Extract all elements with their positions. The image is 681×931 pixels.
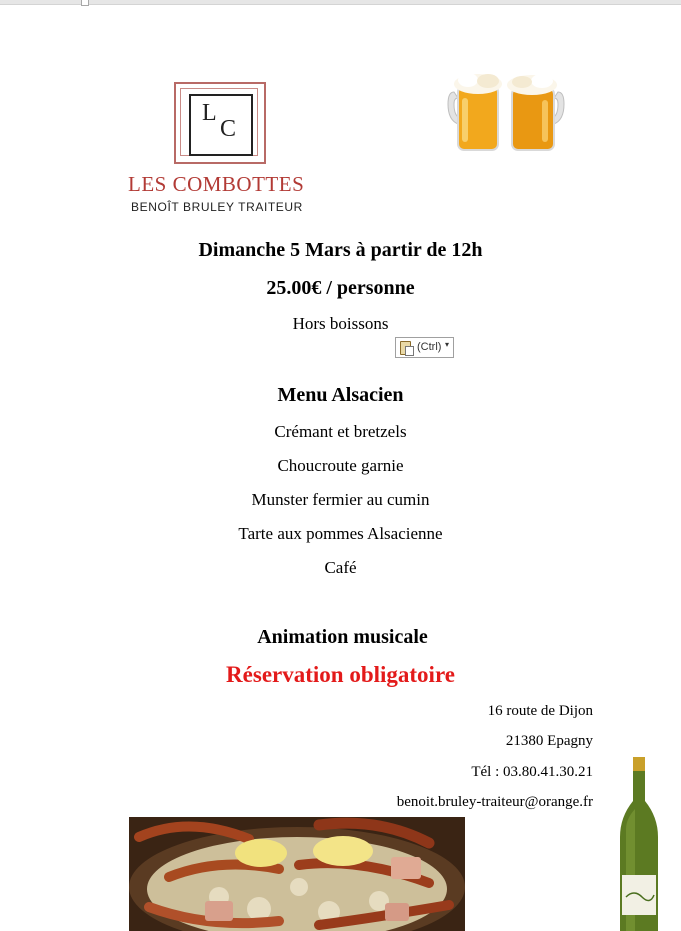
menu-item: Tarte aux pommes Alsacienne xyxy=(238,524,443,543)
menu-item: Crémant et bretzels xyxy=(274,422,407,441)
email-address: benoit.bruley-traiteur@orange.fr xyxy=(396,794,593,810)
event-price: 25.00€ / personne xyxy=(266,277,415,299)
menu-item: Choucroute garnie xyxy=(277,456,404,475)
beer-mugs-image xyxy=(444,70,568,156)
logo-initial-c: C xyxy=(220,116,237,142)
clipboard-icon xyxy=(400,341,411,355)
paste-options-button[interactable] xyxy=(395,337,454,358)
address-street: 16 route de Dijon xyxy=(487,703,593,719)
address-city: 21380 Epagny xyxy=(505,733,593,749)
entertainment-heading: Animation musicale xyxy=(257,626,428,648)
phone-number: Tél : 03.80.41.30.21 xyxy=(471,764,593,780)
drinks-note: Hors boissons xyxy=(292,314,389,333)
reservation-notice: Réservation obligatoire xyxy=(226,662,455,687)
event-date: Dimanche 5 Mars à partir de 12h xyxy=(198,239,483,261)
menu-item: Munster fermier au cumin xyxy=(251,490,430,509)
logo-name: LES COMBOTTES xyxy=(128,172,305,196)
logo-subtitle: BENOÎT BRULEY TRAITEUR xyxy=(131,200,303,214)
menu-item: Café xyxy=(324,558,357,577)
indent-marker[interactable] xyxy=(81,0,89,6)
company-logo xyxy=(120,78,310,218)
wine-bottle-image xyxy=(616,757,662,931)
menu-title: Menu Alsacien xyxy=(277,384,404,406)
choucroute-plate-image xyxy=(129,817,465,931)
chevron-down-icon: ▾ xyxy=(445,340,450,349)
logo-initial-l: L xyxy=(202,100,217,126)
document-ruler xyxy=(0,0,681,5)
paste-options-label: (Ctrl) xyxy=(417,341,442,353)
